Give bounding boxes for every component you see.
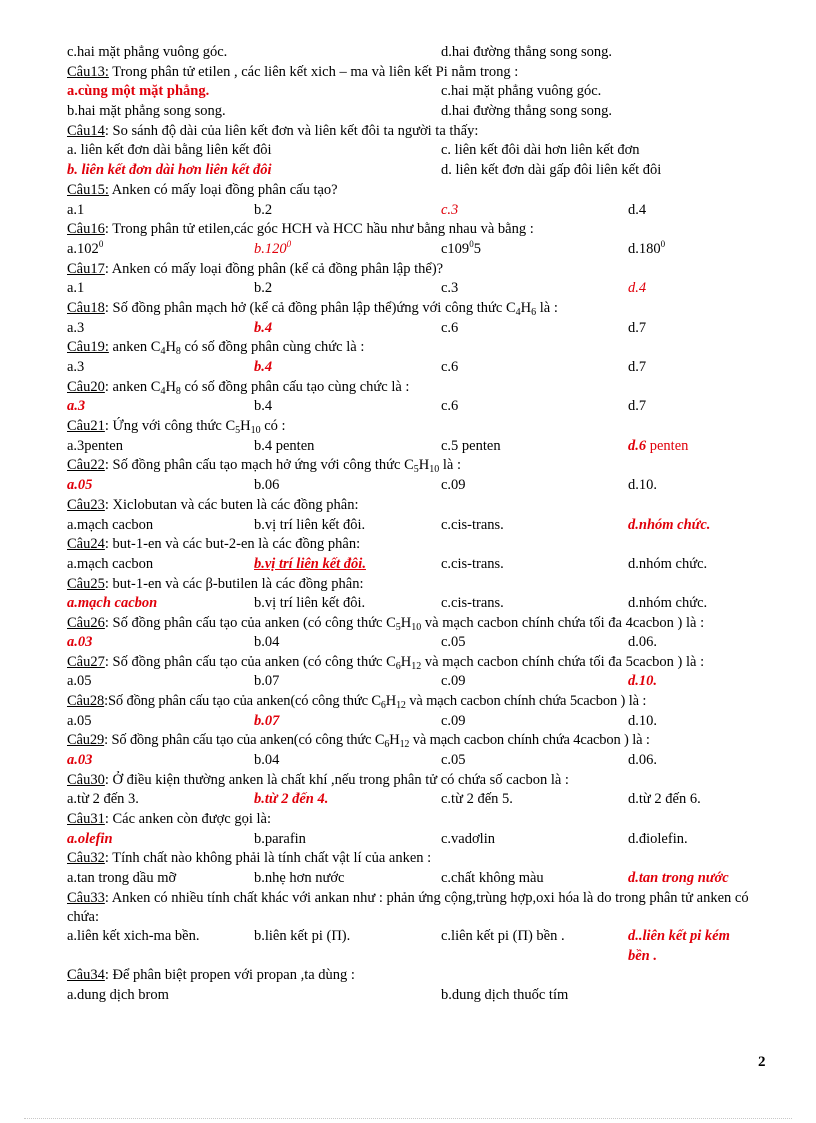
q14-option-d: d. liên kết đơn dài gấp đôi liên kết đôi: [441, 162, 662, 179]
q21-text-h: H: [240, 418, 251, 435]
q22-sub-h: 10: [429, 464, 440, 476]
q13-option-c: c.hai mặt phẳng vuông góc.: [441, 83, 602, 100]
q26-option-c: c.05: [441, 634, 466, 651]
exam-page: [67, 43, 767, 1005]
q21-d-text: penten: [646, 437, 689, 454]
q22-text-end: là :: [439, 457, 462, 474]
q15-option-d: d.4: [628, 201, 647, 218]
q19-sub-c: 4: [160, 346, 166, 358]
q29-text-end: và mạch cacbon chính chứa 4cacbon ) là :: [409, 732, 650, 749]
q22-sub-c: 5: [413, 464, 419, 476]
q30-label: Câu30: [67, 771, 105, 788]
q28-option-b: b.07: [254, 712, 280, 729]
q16-option-d: [628, 240, 665, 260]
q17-label: Câu17: [67, 260, 105, 277]
q27-sub-h: 12: [411, 660, 422, 672]
q22-text-h: H: [418, 457, 430, 474]
q18-sub-h: 6: [531, 306, 537, 318]
q25-text: : but-1-en và các β-butilen là các đồng phân:: [104, 575, 364, 592]
q22-stem: [67, 456, 767, 476]
q16-stem: [67, 220, 767, 240]
q21-sub-c: 5: [235, 425, 241, 437]
q16-text: : Trong phân tử etilen,các góc HCH và HCC hầu như bằng nhau và bằng :: [104, 221, 534, 238]
q29-text-h: H: [389, 732, 400, 749]
q25-stem: [67, 575, 767, 595]
q33-option-d: d..liên kết pi kém bền .: [628, 928, 730, 964]
q21-option-a: a.3penten: [67, 437, 123, 454]
q17-option-a: a.1: [67, 280, 85, 297]
q30-stem: [67, 771, 767, 791]
q30-option-b: b.từ 2 đến 4.: [254, 791, 329, 808]
q18-text-h: H: [520, 299, 532, 316]
q34-label: Câu34: [67, 966, 105, 983]
q18-text-end: là :: [536, 299, 558, 316]
q34-stem: [67, 966, 767, 986]
q28-option-a: a.05: [67, 712, 92, 729]
q16-b-degree: 0: [286, 239, 292, 250]
q26-sub-c: 5: [395, 621, 401, 633]
q16-a-degree: 0: [98, 239, 104, 250]
q23-stem: [67, 496, 767, 516]
q33-option-a: a.liên kết xich-ma bền.: [67, 928, 200, 945]
q17-stem: [67, 260, 767, 280]
q34-option-a: a.dung dịch brom: [67, 986, 169, 1003]
q13-option-b: b.hai mặt phẳng song song.: [67, 103, 226, 120]
q22-option-d: d.10.: [628, 477, 657, 494]
q24-options: [67, 555, 767, 575]
q28-text-end: và mạch cacbon chính chứa 5cacbon ) là :: [405, 692, 647, 709]
q26-options: [67, 633, 767, 653]
q23-text: : Xiclobutan và các buten là các đồng phân:: [104, 496, 359, 513]
q14-options-row1: [67, 141, 767, 161]
q30-options: [67, 790, 767, 810]
q13-options-row1: [67, 82, 767, 102]
q23-option-a: a.mạch cacbon: [67, 516, 154, 533]
q21-option-b: b.4 penten: [254, 437, 315, 454]
q33-option-c: c.liên kết pi (Π) bền .: [441, 928, 565, 945]
q18-option-b: b.4: [254, 319, 273, 336]
q31-label: Câu31: [67, 811, 105, 828]
q16-d-degree: 0: [660, 239, 666, 250]
q23-label: Câu23: [67, 496, 105, 513]
q32-stem: [67, 849, 767, 869]
q29-stem: [67, 731, 767, 751]
q14-label: Câu14: [67, 122, 105, 139]
q27-stem: [67, 653, 767, 672]
q16-options: [67, 240, 767, 260]
q33-stem: [67, 889, 767, 928]
q28-text-h: H: [385, 692, 397, 709]
q28-option-c: c.09: [441, 712, 466, 729]
q28-option-d: d.10.: [628, 712, 657, 729]
q24-option-d: d.nhóm chức.: [628, 555, 708, 572]
q26-text-end: và mạch cacbon chính chứa tối đa 4cacbon ) là :: [421, 614, 705, 631]
q21-d-number: d.6: [628, 437, 647, 454]
q25-option-b: b.vị trí liên kết đôi.: [254, 595, 366, 612]
q30-option-d: d.từ 2 đến 6.: [628, 791, 701, 808]
q19-options: [67, 358, 767, 378]
q26-sub-h: 10: [411, 621, 422, 633]
q34-text: : Để phân biệt propen với propan ,ta dùng :: [104, 966, 355, 983]
q24-label: Câu24: [67, 536, 105, 553]
q27-text-h: H: [400, 653, 412, 670]
q16-c-value: c109: [441, 240, 470, 257]
q26-text-h: H: [400, 614, 412, 631]
q18-stem: [67, 299, 767, 319]
q29-sub-h: 12: [399, 739, 410, 751]
q17-option-d: d.4: [628, 280, 647, 297]
q19-text-h: H: [165, 339, 176, 356]
q20-options: [67, 397, 767, 417]
q29-options: [67, 751, 767, 771]
q30-text: : Ở điều kiện thường anken là chất khí ,nếu trong phân tử có chứa số cacbon là :: [104, 771, 569, 788]
q25-label: Câu25: [67, 575, 105, 592]
q32-option-a: a.tan trong dầu mỡ: [67, 870, 177, 887]
q20-text-end: có số đồng phân cấu tạo cùng chức là :: [180, 378, 410, 395]
q31-text: : Các anken còn được gọi là:: [104, 811, 271, 828]
q27-option-b: b.07: [254, 673, 280, 690]
q22-option-a: a.05: [67, 477, 93, 494]
q24-option-a: a.mạch cacbon: [67, 555, 154, 572]
q31-options: [67, 830, 767, 850]
q20-option-a: a.3: [67, 398, 86, 415]
q16-c-degree: 0: [469, 239, 474, 250]
q18-option-a: a.3: [67, 319, 85, 336]
q21-text-end: có :: [260, 418, 286, 435]
q19-option-d: d.7: [628, 359, 647, 375]
q16-a-value: a.102: [67, 240, 99, 257]
q32-label: Câu32: [67, 850, 105, 867]
q32-option-d: d.tan trong nước: [628, 870, 729, 887]
q24-text: : but-1-en và các but-2-en là các đồng phân:: [104, 536, 361, 553]
q33-option-b: b.liên kết pi (Π).: [254, 928, 351, 945]
q32-text: : Tính chất nào không phải là tính chất vật lí của anken :: [104, 850, 432, 867]
q21-option-d: [628, 437, 688, 457]
q13-text: Trong phân tử etilen , các liên kết xich – ma và liên kết Pi nằm trong :: [108, 63, 519, 80]
q18-option-c: c.6: [441, 319, 459, 336]
q19-text: anken C: [108, 339, 161, 356]
q23-option-d: d.nhóm chức.: [628, 516, 711, 533]
q15-text: Anken có mấy loại đồng phân cấu tạo?: [108, 181, 338, 198]
q25-option-d: d.nhóm chức.: [628, 595, 708, 612]
q20-text-h: H: [165, 378, 176, 395]
q13-options-row2: [67, 102, 767, 122]
q29-label: Câu29: [67, 732, 105, 749]
q16-b-value: b.120: [254, 240, 287, 257]
q20-stem: [67, 378, 767, 398]
q15-label: Câu15:: [67, 181, 109, 198]
q21-stem: [67, 417, 767, 437]
q28-stem: [67, 692, 767, 712]
q15-option-a: a.1: [67, 201, 85, 218]
q27-sub-c: 6: [395, 660, 401, 672]
q22-text: : Số đồng phân cấu tạo mạch hở ứng với công thức C: [104, 457, 414, 474]
q31-stem: [67, 810, 767, 830]
q30-option-c: c.từ 2 đến 5.: [441, 791, 513, 808]
q14-option-b: b. liên kết đơn dài hơn liên kết đôi: [67, 162, 272, 179]
q20-text: : anken C: [104, 378, 161, 395]
q33-text: : Anken có nhiều tính chất khác với ankan như : phản ứng cộng,trùng hợp,oxi hóa là do trong phân tử anken có chứa:: [67, 889, 749, 926]
q18-sub-c: 4: [515, 306, 521, 318]
q14-options-row2: [67, 161, 767, 181]
q16-label: Câu16: [67, 221, 105, 238]
q12-option-c: c.hai mặt phẳng vuông góc.: [67, 44, 228, 60]
q16-d-value: d.180: [628, 240, 661, 257]
q22-options: [67, 476, 767, 496]
q16-option-c: [441, 240, 628, 260]
q29-text: : Số đồng phân cấu tạo của anken(có công thức C: [104, 732, 385, 749]
q26-option-b: b.04: [254, 634, 280, 651]
q15-options: [67, 201, 767, 221]
q23-option-c: c.cis-trans.: [441, 516, 504, 533]
q26-stem: [67, 614, 767, 633]
q20-option-d: d.7: [628, 398, 647, 415]
q20-option-b: b.4: [254, 398, 273, 415]
q27-text-end: và mạch cacbon chính chứa tối đa 5cacbon ) là :: [421, 653, 705, 670]
q24-option-b: b.vị trí liên kết đôi.: [254, 555, 366, 572]
q29-option-b: b.04: [254, 751, 280, 768]
q32-option-c: c.chất không màu: [441, 870, 544, 887]
q28-label: Câu28: [67, 692, 105, 709]
q17-text: : Anken có mấy loại đồng phân (kể cả đồng phân lập thể)?: [104, 260, 444, 277]
q25-options: [67, 594, 767, 614]
q34-option-b: b.dung dịch thuốc tím: [441, 986, 569, 1003]
q23-options: [67, 516, 767, 536]
q14-option-c: c. liên kết đôi dài hơn liên kết đơn: [441, 142, 640, 159]
q16-option-a: [67, 240, 254, 260]
q29-sub-c: 6: [384, 739, 390, 751]
q31-option-a: a.olefin: [67, 830, 113, 847]
q15-option-b: b.2: [254, 201, 273, 218]
q21-option-c: c.5 penten: [441, 437, 501, 454]
q12-options: [67, 43, 767, 63]
q31-option-c: c.vadơlin: [441, 830, 495, 847]
q20-sub-c: 4: [160, 385, 166, 397]
q19-stem: [67, 338, 767, 358]
q21-sub-h: 10: [250, 425, 261, 437]
q34-options: [67, 986, 767, 1006]
q33-label: Câu33: [67, 889, 105, 906]
q19-text-end: có số đồng phân cùng chức là :: [180, 339, 365, 356]
q28-sub-h: 12: [396, 699, 406, 711]
q26-text: : Số đồng phân cấu tạo của anken (có công thức C: [104, 614, 396, 631]
q18-label: Câu18: [67, 299, 105, 316]
q27-option-d: d.10.: [628, 673, 657, 690]
q17-option-b: b.2: [254, 280, 273, 297]
q27-option-a: a.05: [67, 673, 92, 690]
page-number: 2: [758, 1054, 766, 1070]
q14-stem: [67, 122, 767, 142]
q19-sub-h: 8: [175, 346, 181, 358]
q16-option-b: [254, 240, 441, 260]
q26-label: Câu26: [67, 614, 105, 631]
q31-option-b: b.parafin: [254, 830, 306, 847]
q32-options: [67, 869, 767, 889]
q27-label: Câu27: [67, 653, 105, 670]
q31-option-d: d.điolefin.: [628, 830, 688, 847]
q13-stem: [67, 63, 767, 83]
q14-text: : So sánh độ dài của liên kết đơn và liên kết đôi ta người ta thấy:: [104, 122, 479, 139]
q27-option-c: c.09: [441, 673, 466, 690]
q22-label: Câu22: [67, 457, 105, 474]
q15-option-c: c.3: [441, 201, 459, 218]
q26-option-d: d.06.: [628, 634, 657, 651]
q29-option-c: c.05: [441, 751, 466, 768]
q12-option-d: d.hai đường thẳng song song.: [441, 44, 612, 60]
q21-options: [67, 437, 767, 457]
q13-option-a: a.cùng một mặt phẳng.: [67, 83, 210, 100]
q18-option-d: d.7: [628, 319, 647, 336]
q28-sub-c: 6: [380, 699, 386, 711]
q28-options: [67, 712, 767, 732]
q26-option-a: a.03: [67, 634, 93, 651]
q24-stem: [67, 535, 767, 555]
q23-option-b: b.vị trí liên kết đôi.: [254, 516, 366, 533]
q20-option-c: c.6: [441, 398, 459, 415]
q16-c-minutes: 5: [473, 240, 481, 257]
q22-option-c: c.09: [441, 477, 466, 494]
q27-text: : Số đồng phân cấu tạo của anken (có công thức C: [104, 653, 396, 670]
q19-option-a: a.3: [67, 359, 85, 375]
q17-options: [67, 279, 767, 299]
q15-stem: [67, 181, 767, 201]
q13-label: Câu13:: [67, 63, 109, 80]
q29-option-d: d.06.: [628, 751, 657, 768]
q27-options: [67, 672, 767, 692]
q17-option-c: c.3: [441, 280, 459, 297]
q19-option-c: c.6: [441, 359, 459, 375]
q21-label: Câu21: [67, 418, 105, 435]
q33-options: [67, 927, 767, 966]
q20-label: Câu20: [67, 378, 105, 395]
q29-option-a: a.03: [67, 751, 93, 768]
q32-option-b: b.nhẹ hơn nước: [254, 870, 345, 887]
q19-option-b: b.4: [254, 359, 273, 375]
q14-option-a: a. liên kết đơn dài bằng liên kết đôi: [67, 142, 272, 159]
q22-option-b: b.06: [254, 477, 280, 494]
q18-options: [67, 319, 767, 339]
q25-option-c: c.cis-trans.: [441, 595, 504, 612]
q21-text: : Ứng với công thức C: [104, 418, 236, 435]
q25-option-a: a.mạch cacbon: [67, 595, 158, 612]
q13-option-d: d.hai đường thẳng song song.: [441, 103, 612, 120]
q19-label: Câu19:: [67, 339, 109, 356]
q24-option-c: c.cis-trans.: [441, 555, 504, 572]
q28-text: :Số đồng phân cấu tạo của anken(có công thức C: [104, 692, 381, 709]
q30-option-a: a.từ 2 đến 3.: [67, 791, 139, 808]
q18-text: : Số đồng phân mạch hở (kể cả đồng phân lập thể)ứng với công thức C: [104, 299, 516, 316]
q20-sub-h: 8: [175, 385, 181, 397]
footer-divider: [24, 1118, 792, 1119]
